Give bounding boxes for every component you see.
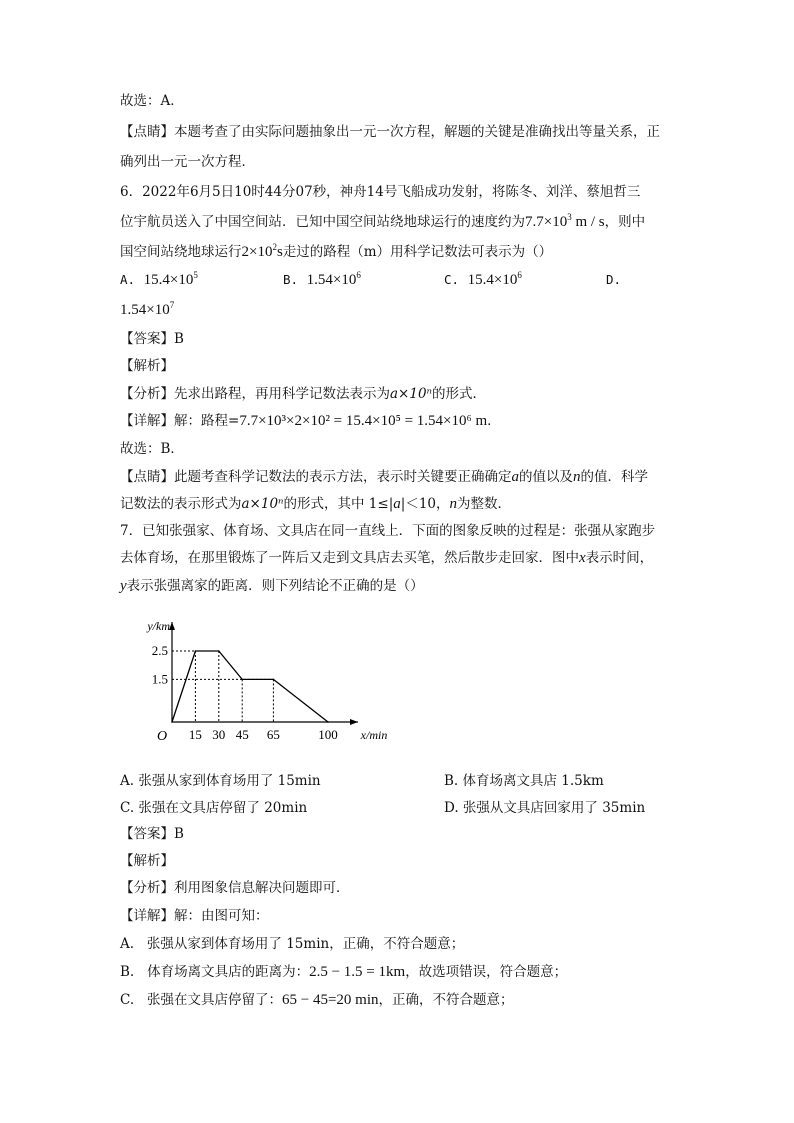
note-text: 【点睛】此题考查科学记数法的表示方法，表示时关键要正确确定a的值以及n的值．科学 — [120, 469, 648, 485]
distance-time-graph — [128, 612, 388, 752]
analysis-text: 【分析】利用图象信息解决问题即可． — [120, 880, 350, 896]
x-axis-label: x/min — [360, 728, 388, 742]
text-line: 【点睛】本题考查了由实际问题抽象出一元一次方程，解题的关键是准确找出等量关系，正 — [120, 124, 660, 140]
data-point — [195, 650, 197, 652]
explain-c: C. 张强在文具店停留了：65 − 45=20 min，正确，不符合题意； — [120, 992, 514, 1008]
answer-label: 【答案】B — [120, 826, 184, 842]
question-6-stem: 6．2022年6月5日10时44分07秒，神舟14号飞船成功发射，将陈冬、刘洋、蔡旭哲三 — [120, 184, 641, 200]
text: ，则中 — [604, 214, 646, 230]
answer-label: 【答案】B — [120, 331, 184, 347]
explain-b: B. 体育场离文具店的距离为：2.5 − 1.5 = 1km，故选项错误，符合题意； — [120, 964, 568, 980]
text-line: 故选：A． — [120, 93, 184, 109]
x-tick-label: 65 — [266, 727, 280, 742]
text-line: 故选：B． — [120, 441, 184, 457]
x-axis-arrow — [350, 719, 358, 725]
data-point — [241, 679, 243, 681]
data-point — [327, 721, 329, 723]
x-tick-label: 30 — [212, 727, 226, 742]
data-point — [171, 721, 173, 723]
option-d: D. — [606, 272, 622, 287]
option-d-value: $1.54\times 10^7$ — [120, 300, 175, 318]
data-point — [273, 679, 275, 681]
question-7-stem: y表示张强离家的距离．则下列结论不正确的是（） — [120, 578, 424, 594]
option-c: C. $15.4\times 10^6$ — [444, 270, 522, 288]
x-tick-label: 15 — [188, 727, 202, 742]
text: 国空间站绕地球运行 — [120, 244, 242, 260]
analysis-label: 【解析】 — [120, 853, 174, 869]
text: 位宇航员送入了中国空间站．已知中国空间站绕地球运行的速度约为 — [120, 214, 525, 230]
text: 走过的路程（m）用科学记数法可表示为（） — [282, 244, 553, 260]
solution-text: 【详解】解：由图可知： — [120, 908, 269, 924]
origin-label: O — [156, 729, 168, 744]
note-text: 记数法的表示形式为a×10ⁿ的形式，其中 1≤|a|＜10，n为整数． — [120, 496, 511, 512]
option-a: A. $15.4\times 10^5$ — [120, 270, 198, 288]
q7-option-a: A. 张强从家到体育场用了 15min — [120, 773, 321, 789]
math-expr: $2\times 10^2s$ — [241, 242, 283, 260]
y-tick-label: 2.5 — [151, 643, 168, 658]
q7-option-d: D. 张强从文具店回家用了 35min — [444, 800, 646, 816]
text-line: 确列出一元一次方程． — [120, 154, 255, 170]
question-6-stem — [120, 212, 645, 232]
explain-a: A. 张强从家到体育场用了 15min，正确，不符合题意； — [120, 936, 465, 952]
x-tick-label: 100 — [318, 727, 338, 742]
y-axis-label: y/km — [147, 619, 170, 633]
q7-option-b: B. 体育场离文具店 1.5km — [444, 773, 604, 789]
math-expr: $7.7\times 10^3$ m / s — [525, 212, 605, 230]
analysis-label: 【解析】 — [120, 358, 174, 374]
question-7-stem: 去体育场，在那里锻炼了一阵后又走到文具店去买笔，然后散步走回家．图中x表示时间， — [120, 550, 654, 566]
y-tick-label: 1.5 — [151, 671, 168, 687]
solution-text: 【详解】解：路程=7.7×10³×2×10² = 15.4×10⁵ = 1.54×10⁶ m． — [120, 413, 501, 429]
analysis-text: 【分析】先求出路程，再用科学记数法表示为a×10ⁿ的形式． — [120, 386, 487, 402]
question-6-stem — [120, 242, 552, 262]
option-b: B. $1.54\times 10^6$ — [283, 270, 361, 288]
x-tick-label: 45 — [235, 727, 249, 742]
data-point — [218, 650, 220, 652]
question-7-stem: 7．已知张强家、体育场、文具店在同一直线上．下面的图象反映的过程是：张强从家跑步 — [120, 523, 656, 539]
q7-option-c: C. 张强在文具店停留了 20min — [120, 800, 308, 816]
